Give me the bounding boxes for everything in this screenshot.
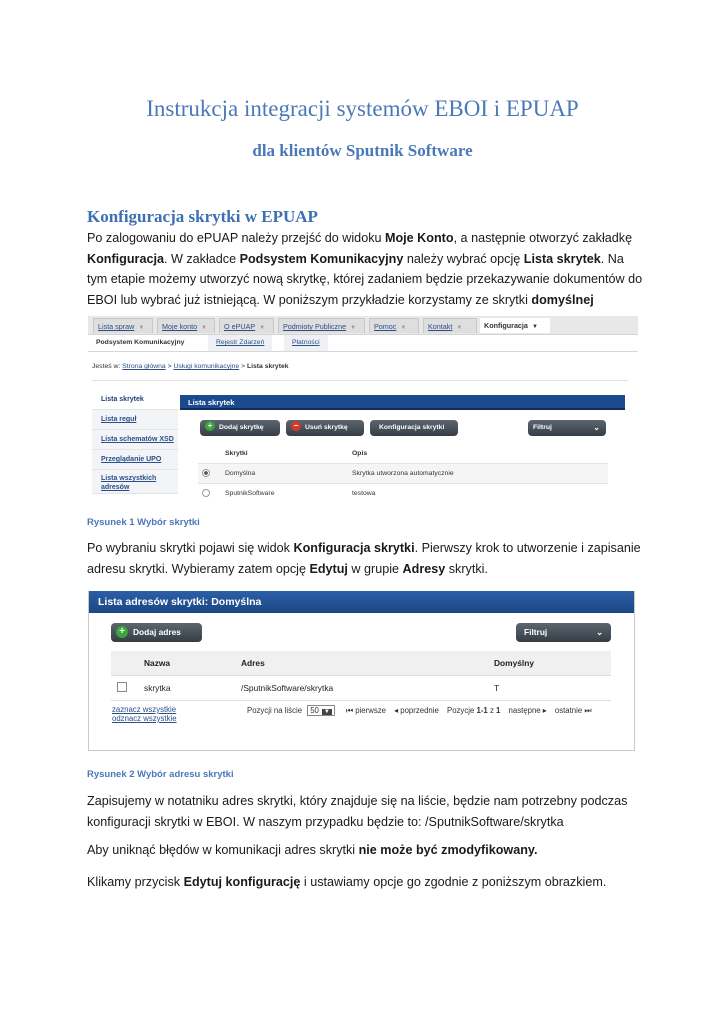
- nav-item-lista-schematow-xsd[interactable]: Lista schematów XSD: [92, 430, 178, 450]
- tab-kontakt[interactable]: Kontakt ▼: [423, 318, 477, 333]
- next-page-link[interactable]: następne ▸: [508, 706, 547, 715]
- nav-item-lista-wszystkich-adresow[interactable]: Lista wszystkich adresów: [92, 470, 178, 494]
- screenshot-mailbox-list: [88, 316, 638, 499]
- nav-item-lista-skrytek[interactable]: Lista skrytek: [92, 390, 178, 410]
- plus-icon: +: [205, 421, 215, 431]
- column-header-domyslny: Domyślny: [488, 651, 611, 676]
- add-address-button[interactable]: + Dodaj adres: [111, 623, 202, 642]
- add-mailbox-button[interactable]: + Dodaj skrytkę: [200, 420, 280, 436]
- remove-mailbox-button[interactable]: − Usuń skrytkę: [286, 420, 364, 436]
- document-subtitle: dla klientów Sputnik Software: [252, 141, 473, 160]
- filter-dropdown[interactable]: Filtruj ⌄: [516, 623, 611, 642]
- tab-o-epuap[interactable]: O ePUAP ▼: [219, 318, 274, 333]
- minus-icon: −: [291, 421, 301, 431]
- column-header-nazwa: Nazwa: [138, 651, 235, 676]
- plus-icon: +: [116, 626, 128, 638]
- tab-lista-spraw[interactable]: Lista spraw ▼: [93, 318, 153, 333]
- mailbox-table: [198, 444, 608, 499]
- paragraph-note-address: Zapisujemy w notatniku adres skrytki, który znajduje się na liście, będzie nam potrzebny podczas konfiguracji skrytki w EBOI. W naszym przypadku będzie to: /SputnikSoftware/skrytka: [87, 794, 628, 829]
- paragraph-warning: Aby uniknąć błędów w komunikacji adres skrytki nie może być zmodyfikowany.: [87, 843, 538, 857]
- subtab-rejestr-zdarzen[interactable]: Rejestr Zdarzeń: [208, 335, 272, 351]
- document-title: Instrukcja integracji systemów EBOI i EPUAP: [146, 96, 579, 121]
- breadcrumb-services-link[interactable]: Usługi komunikacyjne: [173, 363, 240, 370]
- figure-caption-2: Rysunek 2 Wybór adresu skrytki: [87, 769, 234, 780]
- deselect-all-link[interactable]: odznacz wszystkie: [112, 714, 177, 723]
- table-row[interactable]: SputnikSoftware testowa: [198, 484, 608, 500]
- left-navigation: [92, 390, 178, 494]
- table-row[interactable]: Domyślna Skrytka utworzona automatycznie: [198, 464, 608, 484]
- column-header-adres: Adres: [235, 651, 488, 676]
- row-radio[interactable]: [202, 469, 210, 477]
- paragraph-edit-config: Klikamy przycisk Edytuj konfigurację i ustawiamy opcje go zgodnie z poniższym obrazkiem.: [87, 875, 607, 889]
- screenshot-address-list: [88, 591, 635, 751]
- pagination: Pozycji na liście 50 ▼ ⏮ pierwsze ◂ poprzednie Pozycje 1-1 z 1 następne ▸ ostatnie ⏭: [247, 706, 592, 715]
- address-list-title: Lista adresów skrytki: Domyślna: [89, 591, 635, 613]
- tab-konfiguracja[interactable]: Konfiguracja ▼: [480, 318, 550, 333]
- first-page-link[interactable]: ⏮ pierwsze: [346, 706, 386, 715]
- tab-podmioty-publiczne[interactable]: Podmioty Publiczne ▼: [278, 318, 365, 333]
- table-row[interactable]: skrytka /SputnikSoftware/skrytka T: [111, 676, 611, 701]
- subtab-podsystem-komunikacyjny[interactable]: Podsystem Komunikacyjny: [88, 335, 223, 351]
- configure-mailbox-button[interactable]: Konfiguracja skrytki: [370, 420, 458, 436]
- paragraph-intro: Po zalogowaniu do ePUAP należy przejść do widoku Moje Konto, a następnie otworzyć zakładkę Konfiguracja. W zakładce Podsystem Komunikacyjny należy wybrać opcję Lista skrytek. Na tym etapie możemy utworzyć nową skrytkę, której zadaniem będzie przekazywanie dokumentów do EBOI lub wybrać już istniejącą. W poniższym przykładzie korzystamy ze skrytki domyślnej: [87, 231, 643, 307]
- tab-moje-konto[interactable]: Moje konto ▼: [157, 318, 215, 333]
- prev-page-link[interactable]: ◂ poprzednie: [394, 706, 439, 715]
- subtab-platnosci[interactable]: Płatności: [284, 335, 328, 351]
- chevron-down-icon: ⌄: [595, 627, 603, 637]
- column-header-opis: Opis: [352, 450, 368, 457]
- filter-dropdown[interactable]: Filtruj ⌄: [528, 420, 606, 436]
- select-all-link[interactable]: zaznacz wszystkie: [112, 705, 177, 714]
- dropdown-arrow-icon: ▼: [323, 709, 330, 715]
- sub-tab-bar: [88, 335, 638, 352]
- last-page-link[interactable]: ostatnie ⏭: [554, 706, 592, 715]
- paragraph-mailbox-config: Po wybraniu skrytki pojawi się widok Konfiguracja skrytki. Pierwszy krok to utworzenie i zapisanie adresu skrytki. Wybieramy zatem opcję Edytuj w grupie Adresy skrytki.: [87, 541, 641, 576]
- breadcrumb: Jesteś w: Strona główna > Usługi komunikacyjne > Lista skrytek: [92, 363, 289, 370]
- column-header-skrytki: Skrytki: [225, 450, 248, 457]
- section-heading: Konfiguracja skrytki w EPUAP: [87, 207, 318, 226]
- chevron-down-icon: ⌄: [593, 423, 600, 432]
- selection-links: [112, 705, 177, 723]
- top-tab-bar: [88, 316, 638, 335]
- panel-title: Lista skrytek: [180, 395, 625, 410]
- nav-item-lista-regul[interactable]: Lista reguł: [92, 410, 178, 430]
- nav-item-przegladanie-upo[interactable]: Przeglądanie UPO: [92, 450, 178, 470]
- row-radio[interactable]: [202, 489, 210, 497]
- row-checkbox[interactable]: [117, 682, 127, 692]
- figure-caption-1: Rysunek 1 Wybór skrytki: [87, 517, 200, 528]
- per-page-select[interactable]: 50 ▼: [307, 705, 335, 716]
- breadcrumb-home-link[interactable]: Strona główna: [122, 363, 166, 370]
- tab-pomoc[interactable]: Pomoc ▼: [369, 318, 419, 333]
- page-position: Pozycje 1-1 z 1: [447, 706, 501, 715]
- address-table: [111, 651, 611, 701]
- breadcrumb-divider: [92, 380, 628, 381]
